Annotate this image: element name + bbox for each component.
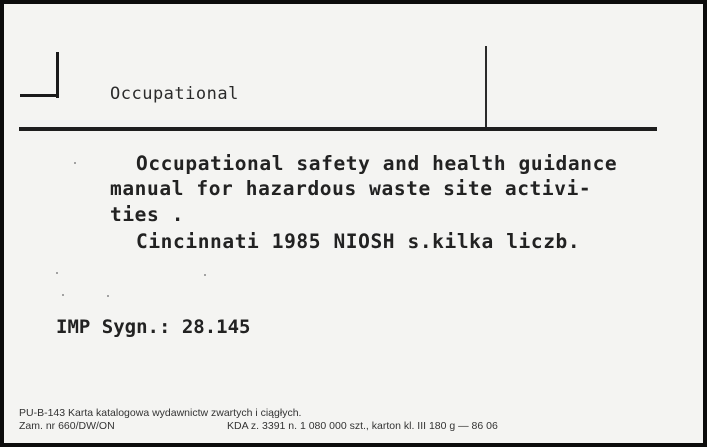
imprint-line: Cincinnati 1985 NIOSH s.kilka liczb. [136, 230, 581, 253]
corner-mark-horizontal [20, 94, 59, 97]
header-divider [485, 46, 487, 128]
paper-speck [204, 274, 206, 276]
catalog-card [4, 4, 703, 443]
footer-print-details: KDA z. 3391 n. 1 080 000 szt., karton kl. III 180 g — 86 06 [227, 420, 498, 432]
paper-speck [56, 272, 58, 274]
footer-print-line [19, 420, 498, 432]
horizontal-rule [19, 127, 657, 131]
title-line-2: manual for hazardous waste site activi- [110, 177, 592, 200]
card-heading: Occupational [110, 84, 239, 104]
paper-speck [62, 294, 64, 296]
corner-mark-vertical [56, 52, 59, 98]
title-line-1: Occupational safety and health guidance [136, 152, 618, 175]
paper-speck [74, 162, 76, 164]
call-number: IMP Sygn.: 28.145 [56, 316, 251, 338]
paper-speck [107, 295, 109, 297]
footer-form-line: PU-B-143 Karta katalogowa wydawnictw zwartych i ciągłych. [19, 407, 302, 419]
footer-order-number: Zam. nr 660/DW/ON [19, 420, 115, 432]
title-line-3: ties . [110, 203, 185, 226]
